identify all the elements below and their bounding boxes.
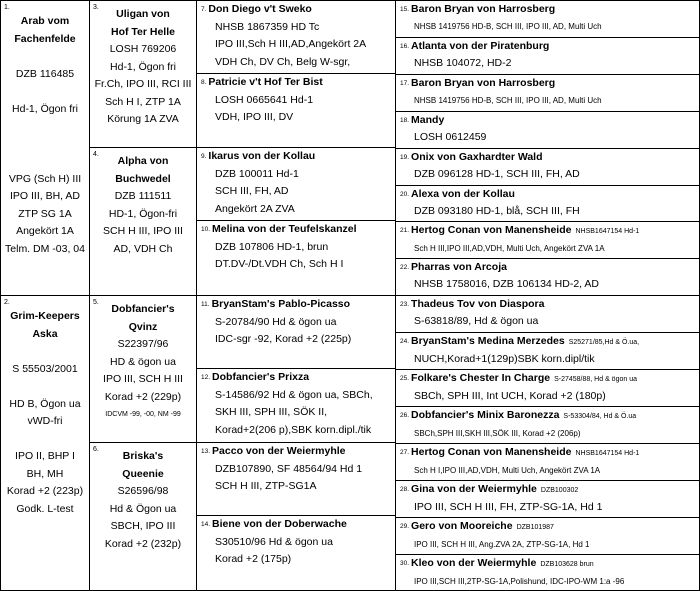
- gen4-cell: [395, 554, 700, 591]
- dog-number: 9.: [201, 153, 207, 160]
- dog-entry: [90, 448, 196, 553]
- dog-name: Queenie: [122, 467, 164, 480]
- dog-info: AD, VDH Ch: [113, 242, 173, 255]
- gen4-cell: [395, 443, 700, 481]
- dog-number: 13.: [201, 448, 211, 455]
- dog-registration-small: DZB100302: [540, 487, 579, 494]
- dog-info: Sch H I, ZTP 1A: [105, 95, 181, 108]
- dog-number: 15.: [400, 6, 410, 13]
- gen3-cell: [196, 73, 396, 148]
- gen2-cell: [89, 0, 197, 148]
- dog-entry: [400, 186, 699, 220]
- dog-info: LOSH 0665641 Hd-1: [215, 93, 314, 106]
- dog-name: Gero von Mooreiche: [411, 520, 513, 532]
- gen3-cell: [196, 515, 396, 591]
- dog-name: Thadeus Tov von Diaspora: [411, 298, 545, 310]
- gen1-cell: [0, 0, 90, 296]
- gen4-cell: [395, 406, 700, 444]
- dog-name: Pharras von Arcoja: [411, 261, 507, 273]
- dog-registration-small: DZB101987: [516, 524, 554, 531]
- dog-info: IPO III,SCH III,2TP-SG-1A,Polishund, IDC-IPO-WM 1:a -96: [414, 577, 625, 586]
- dog-info: DT.DV-/Dt.VDH Ch, Sch H I: [215, 258, 344, 270]
- dog-number: 12.: [201, 374, 211, 381]
- dog-number: 26.: [400, 412, 410, 419]
- dog-entry: [400, 112, 699, 146]
- dog-number: 25.: [400, 375, 410, 382]
- dog-name: BryanStam's Pablo-Picasso: [211, 298, 351, 310]
- dog-name-line: [400, 149, 699, 166]
- gen4-cell: [395, 185, 700, 222]
- dog-info: DZB 116485: [15, 67, 75, 80]
- dog-info: Hd-1, Ögon fri: [12, 102, 78, 115]
- gen2-cell: [89, 442, 197, 591]
- dog-name-line: [400, 38, 699, 55]
- dog-name: Uligan von: [116, 8, 170, 20]
- dog-entry: [400, 407, 699, 442]
- dog-name-line: [201, 443, 395, 461]
- dog-info: Sch H I,IPO III,AD,VDH, Multi Uch, Angekört ZVA 1A: [414, 466, 601, 475]
- dog-entry: [400, 481, 699, 516]
- dog-info: SCH III, FH, AD: [215, 185, 289, 197]
- dog-number: 22.: [400, 264, 410, 271]
- dog-entry: [400, 370, 699, 405]
- dog-entry: [400, 38, 699, 72]
- dog-name-line: [201, 221, 395, 239]
- dog-number: 10.: [201, 226, 211, 233]
- dog-info: VPG (Sch H) III: [8, 172, 82, 185]
- dog-entry: [400, 149, 699, 183]
- dog-name: Arab vom: [20, 15, 70, 27]
- dog-name-line: [400, 407, 699, 425]
- dog-name: Atlanta von der Piratenburg: [411, 40, 550, 52]
- dog-entry: [400, 518, 699, 553]
- dog-info: NUCH,Korad+1(129p)SBK korn.dipl/tik: [414, 353, 595, 365]
- dog-name: Alexa von der Kollau: [411, 188, 515, 200]
- dog-info: SBCh, SPH III, Int UCH, Korad +2 (180p): [414, 390, 606, 402]
- dog-registration-small: NHSB1647154 Hd-1: [575, 228, 640, 235]
- dog-name: Folkare's Chester In Charge: [411, 372, 551, 384]
- dog-info: ZTP SG 1A: [18, 207, 72, 220]
- dog-info: DZB 100011 Hd-1: [215, 167, 299, 180]
- dog-entry: [400, 75, 699, 109]
- dog-number: 17.: [400, 80, 410, 87]
- dog-entry: [201, 221, 395, 274]
- dog-info: SCH H III, ZTP-SG1A: [215, 480, 317, 492]
- gen4-cell: [395, 148, 700, 186]
- gen4-cell: [395, 295, 700, 333]
- dog-name: Alpha von: [117, 155, 169, 167]
- dog-name-line: [400, 112, 699, 129]
- dog-name: Dobfancier's Minix Baronezza: [411, 409, 560, 421]
- gen2-cell: [89, 295, 197, 443]
- dog-entry: [90, 301, 196, 424]
- dog-name-line: [400, 370, 699, 388]
- dog-name-line: [400, 259, 699, 276]
- dog-entry: [400, 444, 699, 479]
- dog-name-line: [400, 222, 699, 240]
- dog-name: Hof Ter Helle: [111, 25, 175, 38]
- dog-number: 3.: [93, 4, 99, 11]
- dog-info: [1, 48, 89, 66]
- dog-name-line: [201, 516, 395, 534]
- dog-name-line: [201, 369, 395, 387]
- dog-info: IPO II, BHP I: [15, 450, 75, 462]
- dog-name-line: [201, 74, 395, 92]
- dog-info: NHSB 1419756 HD-B, SCH III, IPO III, AD, Multi Uch: [414, 22, 602, 31]
- dog-info: S-20784/90 Hd & ögon ua: [215, 315, 337, 328]
- gen4-cell: [395, 517, 700, 555]
- gen3-cell: [196, 0, 396, 74]
- dog-info: S30510/96 Hd & ögon ua: [215, 535, 333, 548]
- dog-number: 20.: [400, 191, 410, 198]
- dog-info: [1, 136, 89, 154]
- dog-number: 24.: [400, 338, 410, 345]
- dog-info: SKH III, SPH III, SÖK II,: [215, 406, 328, 418]
- dog-number: 8.: [201, 79, 207, 86]
- dog-info: Korad+2(206 p),SBK korn.dipl./tik: [215, 423, 372, 436]
- dog-name-line: [400, 481, 699, 499]
- dog-number: 7.: [201, 6, 207, 13]
- gen4-cell: [395, 258, 700, 296]
- gen4-cell: [395, 74, 700, 112]
- dog-info: IPO III,Sch H III,AD,Angekört 2A: [215, 38, 367, 50]
- dog-name-line: [400, 518, 699, 536]
- gen3-cell: [196, 442, 396, 516]
- dog-number: 23.: [400, 301, 410, 308]
- dog-number: 2.: [4, 299, 10, 306]
- dog-info: IDC-sgr -92, Korad +2 (225p): [215, 333, 352, 345]
- dog-name: Hertog Conan von Manensheide: [411, 224, 572, 236]
- dog-name-line: [400, 333, 699, 351]
- dog-name: Baron Bryan von Harrosberg: [411, 77, 556, 89]
- dog-name: Buchwedel: [115, 172, 171, 185]
- gen4-cell: [395, 111, 700, 149]
- gen3-cell: [196, 295, 396, 369]
- dog-number: 30.: [400, 560, 410, 567]
- dog-info: HD-1, Ögon-fri: [108, 207, 178, 220]
- dog-entry: [90, 6, 196, 129]
- dog-name-line: [400, 444, 699, 462]
- dog-info: NHSB 1867359 HD Tc: [215, 20, 320, 33]
- dog-name-line: [400, 296, 699, 313]
- dog-info: NHSB 104072, HD-2: [414, 57, 512, 69]
- dog-info: Korad +2 (229p): [104, 390, 182, 403]
- dog-number: 28.: [400, 486, 410, 493]
- dog-name: Gina von der Weiermyhle: [411, 483, 537, 495]
- dog-info: S22397/96: [117, 338, 169, 350]
- dog-name-line: [400, 1, 699, 18]
- dog-info: SBCh,SPH III,SKH III,SÖK III, Korad +2 (206p): [414, 429, 581, 438]
- dog-info: Hd-1, Ögon fri: [110, 60, 176, 73]
- dog-entry: [201, 148, 395, 218]
- dog-info: vWD-fri: [27, 415, 63, 427]
- dog-info: DZB107890, SF 48564/94 Hd 1: [215, 462, 363, 475]
- dog-number: 21.: [400, 227, 410, 234]
- gen2-cell: [89, 147, 197, 296]
- dog-number: 29.: [400, 523, 410, 530]
- dog-registration-small: NHSB1647154 Hd-1: [575, 450, 640, 457]
- dog-info: HD & ögon ua: [110, 355, 176, 368]
- dog-entry: [1, 308, 89, 518]
- dog-info: VDH, IPO III, DV: [215, 111, 294, 123]
- dog-info: IPO III, SCH H III, Ang.ZVA 2A, ZTP-SG-1A, Hd 1: [414, 540, 590, 549]
- dog-info: [1, 378, 89, 396]
- dog-name: Kleo von der Weiermyhle: [411, 557, 537, 569]
- dog-registration-small: S25271/85,Hd & Ö.ua,: [568, 339, 640, 346]
- dog-entry: [400, 222, 699, 257]
- dog-entry: [201, 1, 395, 71]
- dog-number: 14.: [201, 521, 211, 528]
- dog-name-line: [400, 186, 699, 203]
- dog-entry: [201, 369, 395, 439]
- dog-number: 11.: [201, 301, 210, 308]
- dog-entry: [1, 13, 89, 258]
- dog-name: Pacco von der Weiermyhle: [212, 445, 346, 457]
- dog-name: Briska's: [122, 450, 164, 462]
- dog-info: Körung 1A ZVA: [107, 113, 179, 125]
- dog-name: Qvinz: [128, 320, 158, 333]
- dog-entry: [400, 1, 699, 35]
- dog-entry: [400, 259, 699, 293]
- gen4-cell: [395, 480, 700, 518]
- dog-entry: [400, 296, 699, 330]
- dog-name: Melina von der Teufelskanzel: [212, 223, 357, 235]
- dog-number: 16.: [400, 43, 410, 50]
- dog-info: BH, MH: [26, 467, 64, 480]
- dog-info: S 55503/2001: [12, 362, 78, 375]
- dog-info: S26596/98: [117, 485, 169, 497]
- dog-number: 6.: [93, 446, 99, 453]
- dog-info: Hd & Ögon ua: [109, 502, 177, 515]
- dog-entry: [201, 516, 395, 569]
- dog-info: IPO III, SCH H III, FH, ZTP-SG-1A, Hd 1: [414, 501, 603, 513]
- dog-info: DZB 111511: [114, 190, 172, 202]
- dog-info: S-14586/92 Hd & ögon ua, SBCh,: [215, 388, 373, 401]
- dog-registration-small: S-27458/88, Hd & ögon ua: [554, 376, 637, 383]
- dog-info: LOSH 0612459: [414, 131, 487, 143]
- dog-number: 19.: [400, 154, 410, 161]
- dog-info: HD B, Ögon ua: [9, 397, 81, 410]
- dog-number: 18.: [400, 117, 410, 124]
- dog-name: Onix von Gaxhardter Wald: [411, 151, 543, 163]
- dog-name: Baron Bryan von Harrosberg: [411, 3, 556, 15]
- dog-name: Dobfancier's Prixza: [212, 371, 310, 383]
- gen4-cell: [395, 369, 700, 407]
- gen1-cell: [0, 295, 90, 591]
- gen3-cell: [196, 368, 396, 443]
- dog-name-line: [400, 555, 699, 573]
- dog-info: DZB 107806 HD-1, brun: [215, 240, 329, 253]
- dog-entry: [90, 153, 196, 258]
- dog-name: Hertog Conan von Manensheide: [411, 446, 572, 458]
- dog-info: Korad +2 (223p): [6, 485, 84, 497]
- dog-entry: [201, 74, 395, 127]
- dog-name: Patricie v't Hof Ter Bist: [208, 76, 323, 88]
- gen3-cell: [196, 147, 396, 221]
- dog-info: [1, 118, 89, 136]
- dog-name: Ikarus von der Kollau: [208, 150, 316, 162]
- dog-info: NHSB 1419756 HD-B, SCH III, IPO III, AD, Multi Uch: [414, 96, 602, 105]
- dog-name: Don Diego v't Sweko: [208, 3, 312, 15]
- dog-name-line: [201, 1, 395, 19]
- dog-registration-small: S-53304/84, Hd & Ö.ua: [563, 413, 637, 420]
- dog-info: Telm. DM -03, 04: [5, 242, 85, 255]
- dog-info: NHSB 1758016, DZB 106134 HD-2, AD: [414, 278, 600, 290]
- dog-info: IPO III, SCH H III: [103, 373, 183, 385]
- dog-entry: [201, 296, 395, 349]
- dog-info: SBCH, IPO III: [110, 520, 176, 532]
- dog-info: S-63818/89, Hd & ögon ua: [414, 315, 539, 327]
- dog-name-line: [201, 148, 395, 166]
- dog-name-line: [201, 296, 395, 314]
- dog-name: Grim-Keepers: [10, 310, 80, 322]
- dog-name: Fachenfelde: [14, 32, 76, 45]
- dog-name: Aska: [32, 327, 58, 340]
- gen3-cell: [196, 220, 396, 296]
- dog-info: Korad +2 (175p): [215, 553, 292, 565]
- dog-name: Biene von der Doberwache: [212, 518, 347, 530]
- dog-registration-small: DZB103628 brun: [540, 561, 594, 568]
- dog-info: VDH Ch, DV Ch, Belg W-sgr,: [215, 55, 351, 68]
- gen4-cell: [395, 37, 700, 75]
- dog-info: [1, 431, 89, 449]
- dog-name: Mandy: [411, 114, 445, 126]
- dog-entry: [201, 443, 395, 496]
- dog-info: [1, 343, 89, 361]
- dog-info: DZB 096128 HD-1, SCH III, FH, AD: [414, 168, 580, 180]
- dog-number: 5.: [93, 299, 99, 306]
- gen4-cell: [395, 332, 700, 370]
- dog-entry: [400, 333, 699, 368]
- dog-info: LOSH 769206: [109, 43, 177, 55]
- dog-info: Angekört 2A ZVA: [215, 202, 295, 215]
- dog-entry: [400, 555, 699, 590]
- dog-info: Korad +2 (232p): [104, 537, 182, 550]
- dog-info: Sch H III,IPO III,AD,VDH, Multi Uch, Angekört ZVA 1A: [414, 244, 605, 253]
- dog-info: [1, 83, 89, 101]
- dog-info: Angekört 1A: [16, 225, 74, 237]
- dog-info: DZB 093180 HD-1, blå, SCH III, FH: [414, 205, 580, 217]
- dog-name-line: [400, 75, 699, 92]
- gen4-cell: [395, 0, 700, 38]
- dog-name: BryanStam's Medina Merzedes: [411, 335, 565, 347]
- dog-info: Godk. L-test: [16, 502, 74, 515]
- dog-number: 27.: [400, 449, 410, 456]
- dog-name: Dobfancier's: [111, 303, 175, 315]
- gen4-cell: [395, 221, 700, 259]
- dog-number: 4.: [93, 151, 99, 158]
- dog-number: 1.: [4, 4, 10, 11]
- dog-info: Fr.Ch, IPO III, RCI III: [94, 78, 192, 90]
- dog-info: [1, 153, 89, 171]
- dog-info: SCH H III, IPO III: [103, 225, 183, 237]
- dog-titles-small: IDCVM -99, -00, NM -99: [105, 411, 181, 418]
- dog-info: IPO III, BH, AD: [9, 190, 81, 202]
